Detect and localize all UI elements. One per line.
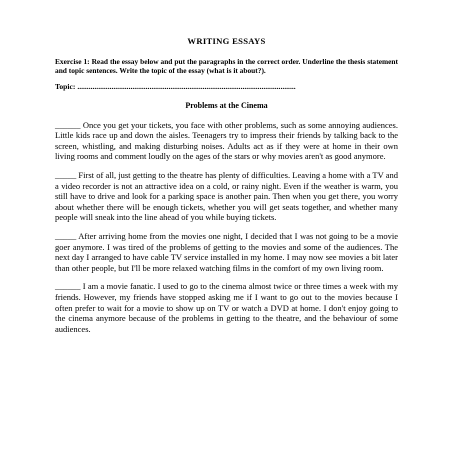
- paragraph-order-blank: ______: [55, 281, 81, 292]
- essay-title: Problems at the Cinema: [185, 100, 268, 110]
- paragraph-order-blank: ______: [55, 119, 81, 130]
- paragraph-order-blank: _____: [55, 230, 77, 241]
- essay-paragraph: [55, 231, 398, 273]
- topic-answer-blank: ...................................................................................................................: [77, 81, 296, 91]
- essay-paragraph: [55, 120, 398, 162]
- essay-paragraph: [55, 170, 398, 223]
- topic-line: [55, 82, 398, 92]
- topic-label: Topic:: [55, 81, 76, 91]
- document-title: WRITING ESSAYS: [187, 36, 266, 46]
- paragraph-text: After arriving home from the movies one night, I decided that I was not going to be a movie goer anymore. I was tired of the problems of getting to the movies and some of the audiences. The next day I arranged to have cable TV service installed in my home. I may now see movies a bit later than other people, but I'll be more relaxed watching films in the comfort of my own living room.: [55, 230, 398, 273]
- exercise-instructions: Exercise 1: Read the essay below and put the paragraphs in the correct order. Underline the thesis statement and topic sentences. Write the topic of the essay (what is it about?).: [55, 56, 398, 75]
- paragraph-text: Once you get your tickets, you face with other problems, such as some annoying audiences. Little kids race up and down the aisles. Teenagers try to impress their friends by talking back to the screen, whistling, and making disturbing noises. Adults act as if they were at home in their own living rooms and comment loudly on the ages of the stars or why movies aren't as good anymore.: [55, 119, 398, 162]
- essay-paragraph: [55, 281, 398, 334]
- paragraph-text: First of all, just getting to the theatre has plenty of difficulties. Leaving a home with a TV and a video recorder is not an attractive idea on a cold, or rainy night. Even if the weather is warm, you still have to drive and look for a parking space is another pain. Then when you get there, you worry about whether there will be enough tickets, whether you will get seats together, and whether many people will sneak into the line ahead of you while buying tickets.: [55, 169, 398, 223]
- paragraph-text: I am a movie fanatic. I used to go to the cinema almost twice or three times a week with my friends. However, my friends have stopped asking me if I want to go out to the movies because I often prefer to wait for a movie to show up on TV or watch a DVD at home. I don't enjoy going to the cinema anymore because of the problems in getting to the theatre, and the behaviour of some audiences.: [55, 281, 398, 334]
- paragraph-order-blank: _____: [55, 169, 77, 180]
